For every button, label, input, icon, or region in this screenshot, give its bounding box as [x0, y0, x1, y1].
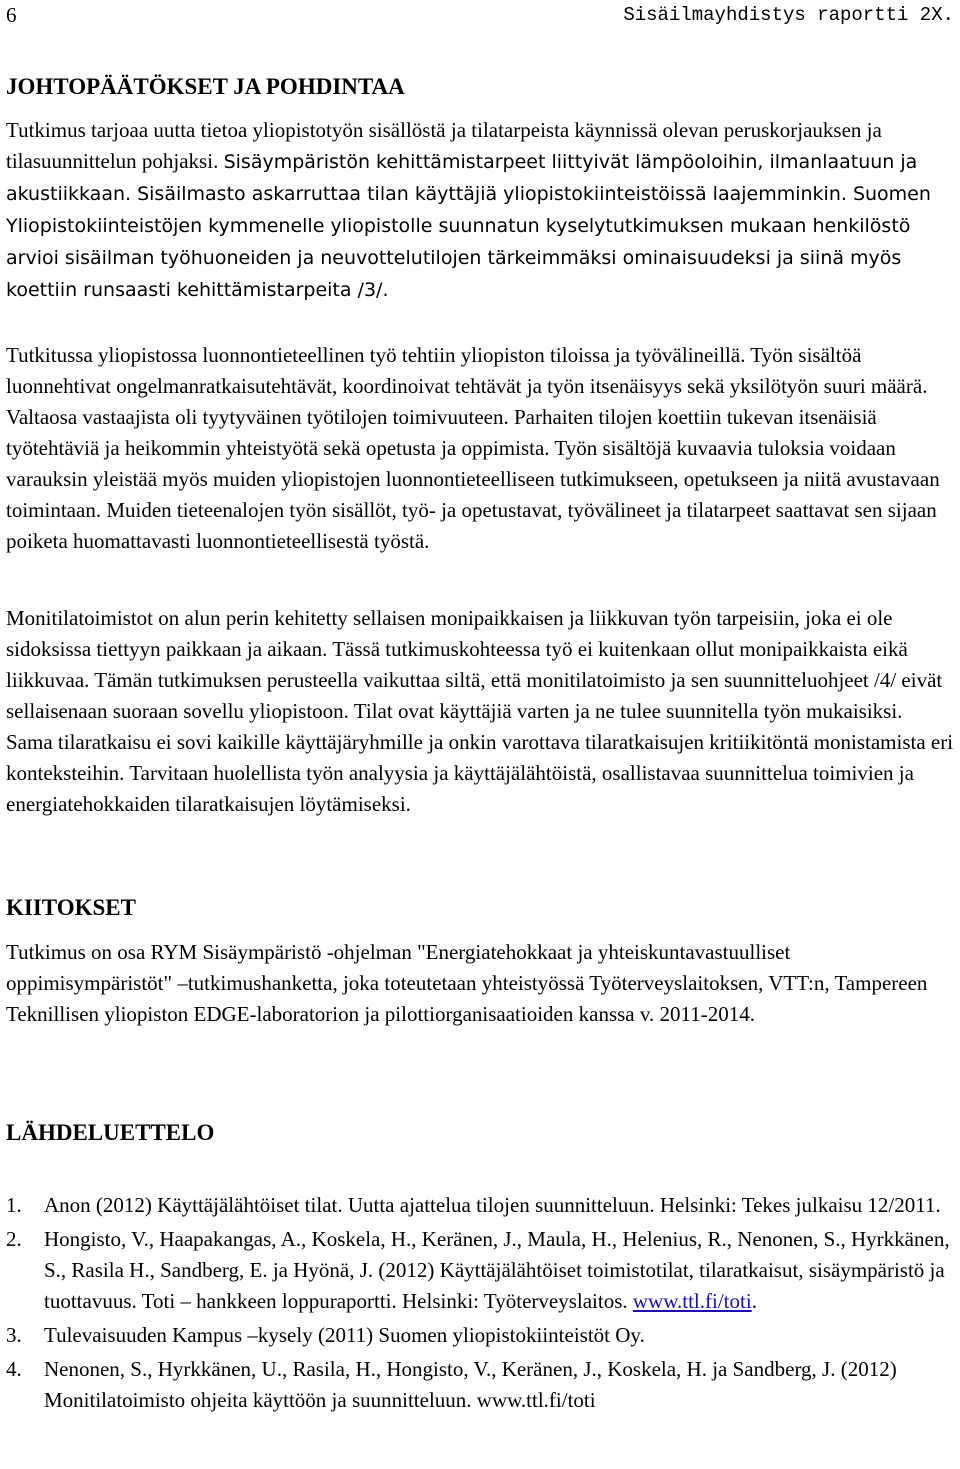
reference-item [6, 1320, 954, 1351]
section-heading-conclusions: JOHTOPÄÄTÖKSET JA POHDINTAA [6, 74, 405, 99]
section-heading-acknowledgements: KIITOKSET [6, 895, 136, 920]
conclusions-paragraph-2: Tutkitussa yliopistossa luonnontieteellinen työ tehtiin yliopiston tiloissa ja työvälineillä. Työn sisältöä luonnehtivat ongelmanratkaisutehtävät, koordinoivat tehtävät ja työn itsenäisyys sekä yksilötyön suuri määrä. Valtaosa vastaajista oli tyytyväinen työtilojen toimivuuteen. Parhaiten tilojen koettiin tukevan itsenäisiä työtehtäviä ja heikommin yhteistyötä sekä opetusta ja oppimista. Työn sisältöjä kuvaavia tuloksia voidaan varauksin yleistää myös muiden yliopistojen luonnontieteelliseen tutkimukseen, opetukseen ja niitä avustavaan toimintaan. Muiden tieteenalojen työn sisällöt, työ- ja opetustavat, työvälineet ja tilatarpeet saattavat sen sijaan poiketa huomattavasti luonnontieteellisestä työstä. [6, 343, 940, 553]
reference-number: 2. [6, 1227, 22, 1251]
reference-text: Hongisto, V., Haapakangas, A., Koskela, H., Keränen, J., Maula, H., Helenius, R., Nenonen, S., Hyrkkänen, S., Rasila H., Sandberg, E. ja Hyönä, J. (2012) Käyttäjälähtöiset toimistotilat, tilaratkaisut, sisäympäristö ja tuottavuus. Toti – hankkeen loppuraportti. Helsinki: Työterveyslaitos. [44, 1227, 950, 1313]
reference-link-suffix: . [751, 1289, 757, 1313]
section-heading-references: LÄHDELUETTELO [6, 1120, 215, 1145]
conclusions-paragraph-1-serif: Tutkimus tarjoaa uutta tietoa yliopistotyön sisällöstä ja tilatarpeista käynnissä olevan peruskorjauksen ja tilasuunnittelun pohjaksi. [6, 118, 882, 173]
reference-list [6, 1190, 954, 1419]
reference-text: Tulevaisuuden Kampus –kysely (2011) Suomen yliopistokiinteistöt Oy. [44, 1323, 645, 1347]
reference-number: 1. [6, 1193, 22, 1217]
reference-text: Anon (2012) Käyttäjälähtöiset tilat. Uutta ajattelua tilojen suunnitteluun. Helsinki: Tekes julkaisu 12/2011. [44, 1193, 941, 1217]
reference-item [6, 1354, 954, 1416]
page-number: 6 [6, 3, 17, 27]
conclusions-paragraph-3: Monitilatoimistot on alun perin kehitetty sellaisen monipaikkaisen ja liikkuvan työn tarpeisiin, joka ei ole sidoksissa tiettyyn paikkaan ja aikaan. Tässä tutkimuskohteessa työ ei kuitenkaan ollut monipaikkaista eikä liikkuvaa. Tämän tutkimuksen perusteella vaikuttaa siltä, että monitilatoimisto ja sen suunnitteluohjeet /4/ eivät sellaisenaan suoraan sovellu yliopistoon. Tilat ovat käyttäjiä varten ja ne tulee suunnitella työn mukaisiksi. Sama tilaratkaisu ei sovi kaikille käyttäjäryhmille ja onkin varottava tilaratkaisujen kritiikitöntä monistamista eri konteksteihin. Tarvitaan huolellista työn analyysia ja käyttäjälähtöistä, osallistavaa suunnittelua toimivien ja energiatehokkaiden tilaratkaisujen löytämiseksi. [6, 606, 954, 816]
reference-text: Nenonen, S., Hyrkkänen, U., Rasila, H., Hongisto, V., Keränen, J., Koskela, H. ja Sandberg, J. (2012) Monitilatoimisto ohjeita käyttöön ja suunnitteluun. www.ttl.fi/toti [44, 1357, 897, 1412]
reference-link[interactable]: www.ttl.fi/toti [632, 1289, 752, 1313]
reference-item [6, 1224, 954, 1317]
reference-number: 4. [6, 1357, 22, 1381]
reference-number: 3. [6, 1323, 22, 1347]
running-title: Sisäilmayhdistys raportti 2X. [623, 4, 954, 26]
page-header [6, 0, 954, 32]
conclusions-paragraph-1-sans: Sisäympäristön kehittämistarpeet liittyivät lämpöoloihin, ilmanlaatuun ja akustiikkaan. Sisäilmasto askarruttaa tilan käyttäjiä yliopistokiinteistöissä laajemminkin. Suomen Yliopistokiinteistöjen kymmenelle yliopistolle suunnatun kyselytutkimuksen mukaan henkilöstö arvioi sisäilman työhuoneiden ja neuvottelutilojen tärkeimmäksi ominaisuudeksi ja siinä myös koettiin runsaasti kehittämistarpeita /3/. [6, 151, 931, 301]
reference-item [6, 1190, 954, 1221]
conclusions-paragraph-1 [6, 115, 954, 306]
acknowledgements-paragraph: Tutkimus on osa RYM Sisäympäristö -ohjelman "Energiatehokkaat ja yhteiskuntavastuulliset oppimisympäristöt" –tutkimushanketta, joka toteutetaan yhteistyössä Työterveyslaitoksen, VTT:n, Tampereen Teknillisen yliopiston EDGE-laboratorion ja pilottiorganisaatioiden kanssa v. 2011-2014. [6, 940, 928, 1026]
